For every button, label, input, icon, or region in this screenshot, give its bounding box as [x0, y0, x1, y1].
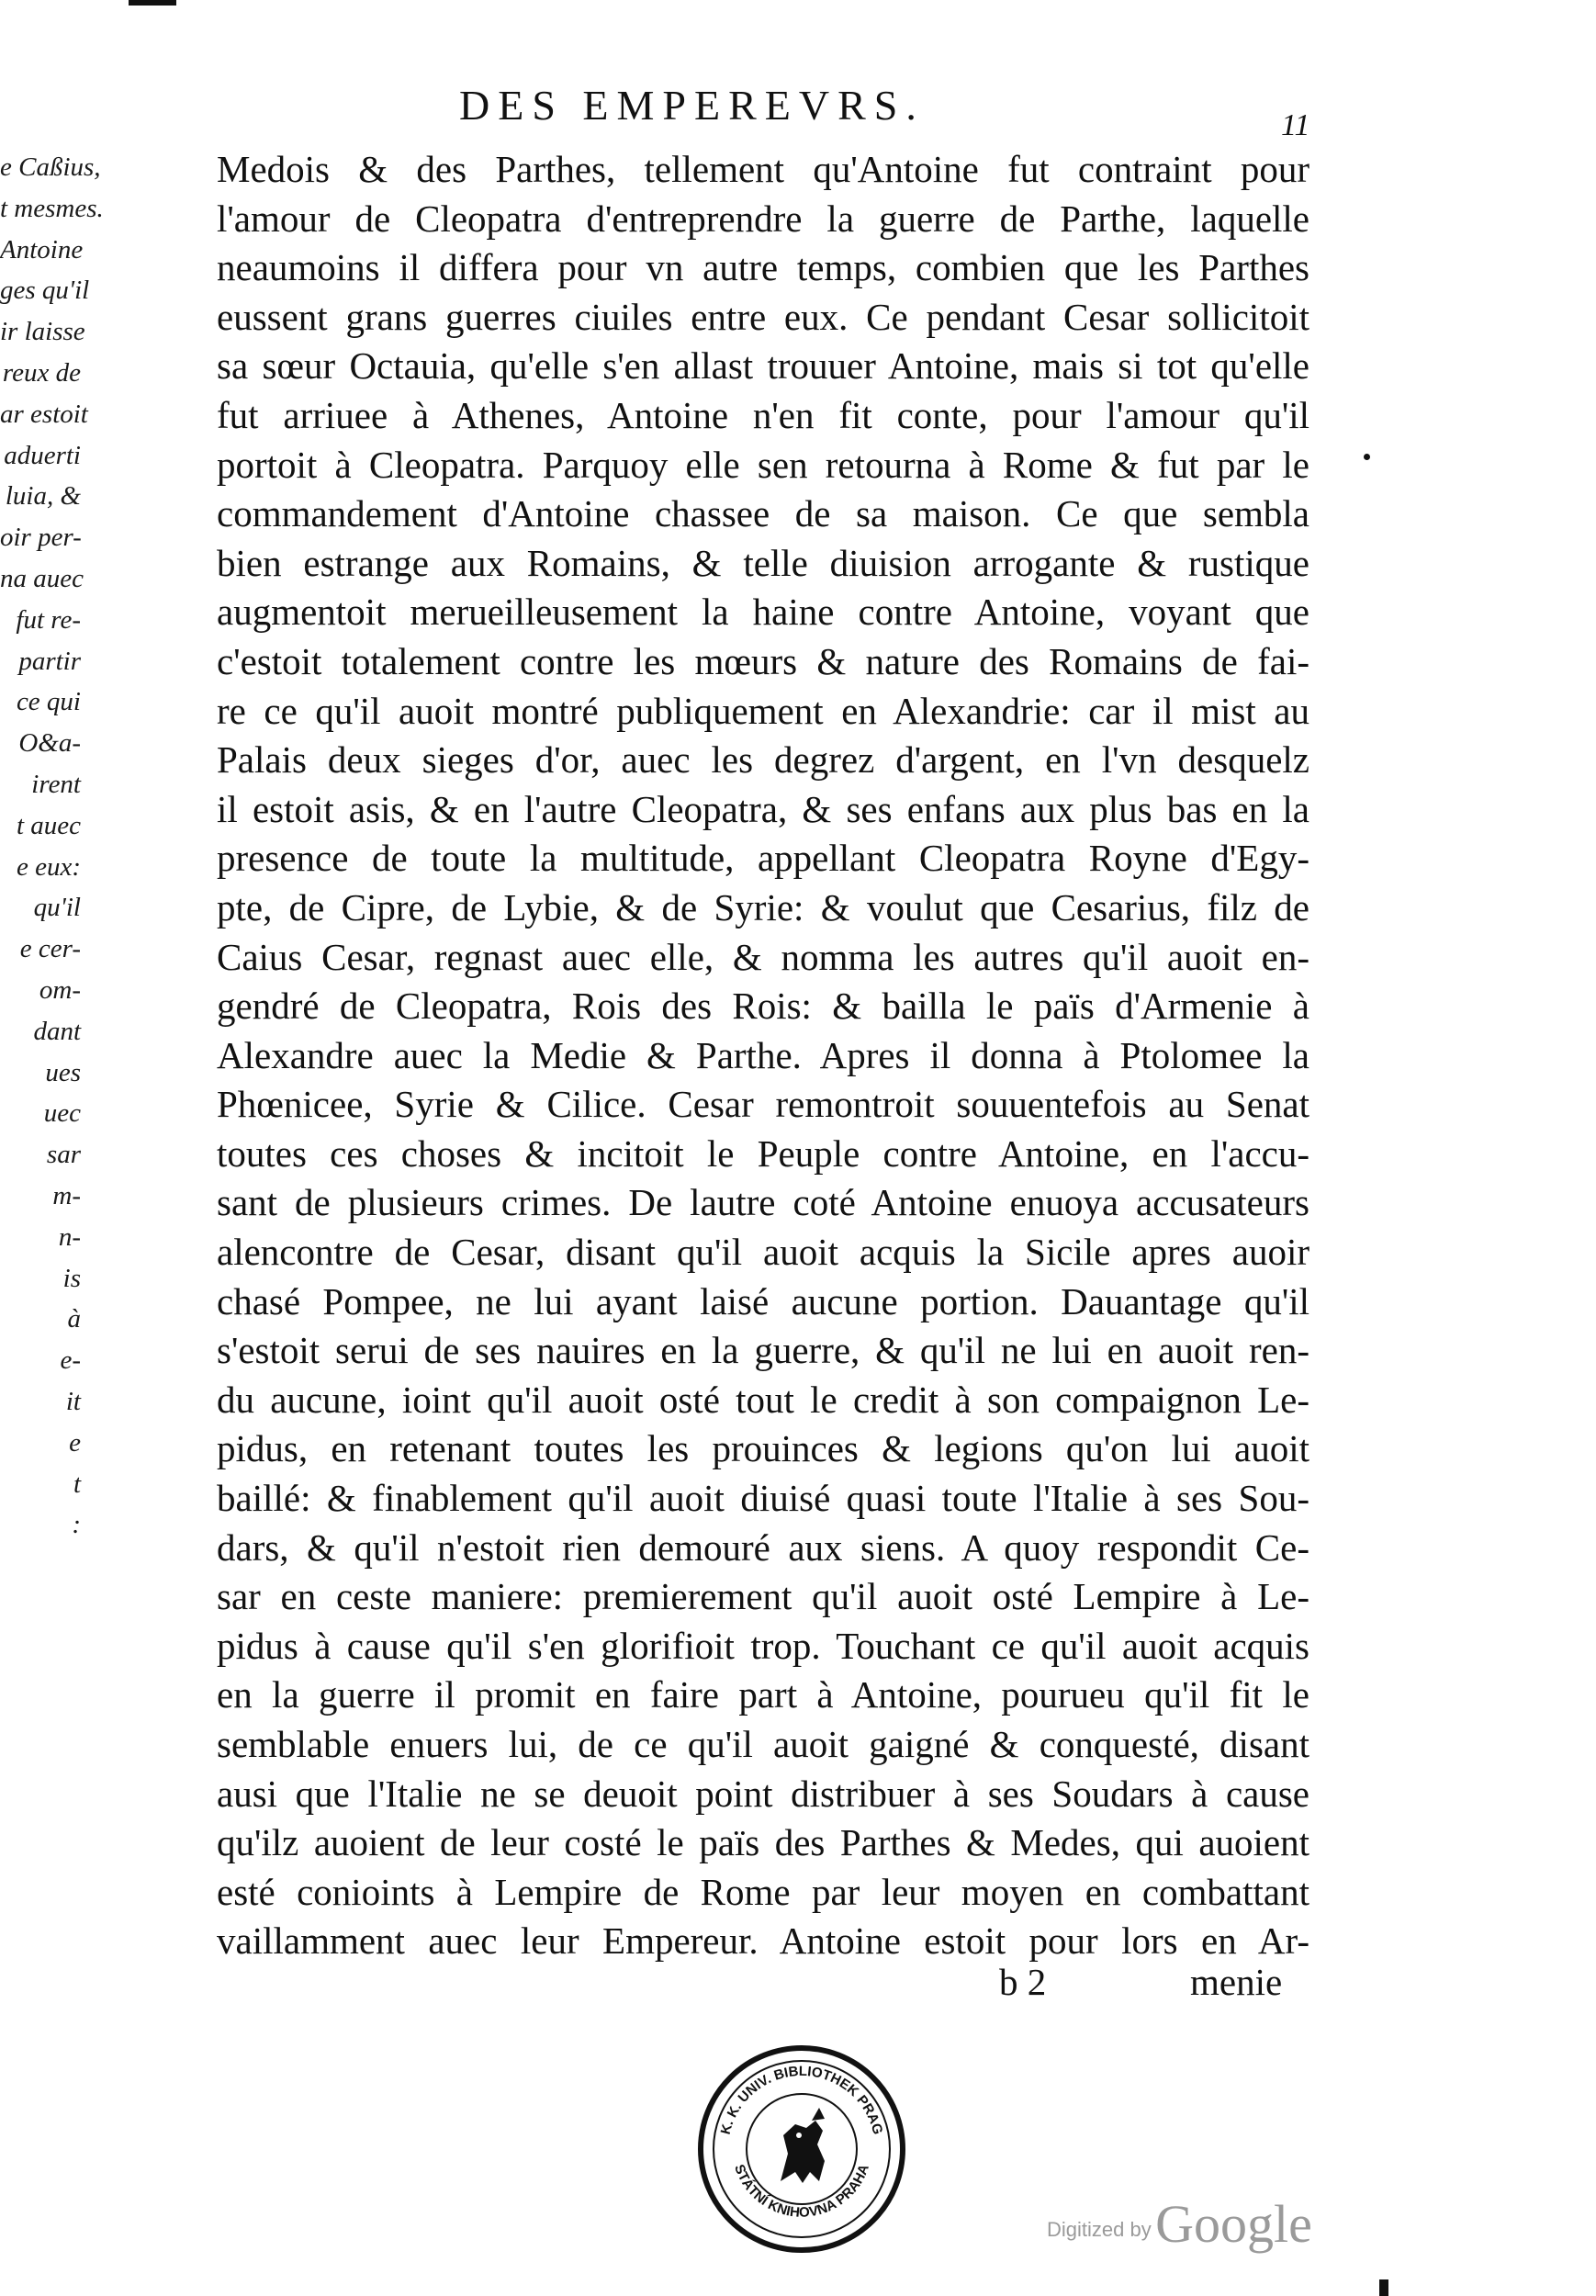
margin-line: reux de [2, 357, 81, 388]
body-text [217, 145, 1309, 1966]
text-line: alencontre de Cesar, disant qu'il auoit acquis la Sicile apres auoir [217, 1231, 1309, 1274]
margin-line: na auec [0, 563, 84, 593]
text-line: re ce qu'il auoit montré publiquement en Alexandrie: car il mist au [217, 689, 1309, 732]
margin-line: e cer- [19, 934, 81, 964]
margin-line: luia, & [5, 481, 81, 512]
text-line: Alexandre auec la Medie & Parthe. Apres il donna à Ptolomee la [217, 1033, 1309, 1076]
text-line: Medois & des Parthes, tellement qu'Antoine fut contraint pour [217, 148, 1309, 190]
text-line: ausi que l'Italie ne se deuoit point distribuer à ses Soudars à cause [217, 1772, 1309, 1815]
text-line: bien estrange aux Romains, & telle diuision arrogante & rustique [217, 541, 1309, 584]
page-number: 11 [1281, 108, 1310, 142]
margin-line: om- [39, 974, 81, 1005]
margin-line: à [67, 1304, 81, 1334]
margin-line: is [62, 1263, 81, 1293]
margin-line: partir [18, 646, 81, 676]
lion-emblem-icon [781, 2108, 825, 2183]
text-line: qu'ilz auoient de leur costé le païs des Parthes & Medes, qui auoient [217, 1821, 1309, 1864]
text-line: en la guerre il promit en faire part à Antoine, pourueu qu'il fit le [217, 1673, 1309, 1716]
text-line: semblable enuers lui, de ce qu'il auoit gaigné & conquesté, disant [217, 1723, 1309, 1765]
text-line: pte, de Cipre, de Lybie, & de Syrie: & voulut que Cesarius, filz de [217, 885, 1309, 929]
margin-line: e Caßius, [0, 152, 101, 182]
stamp-text-top: K. K. UNIV. BIBLIOTHEK PRAG [717, 2063, 886, 2136]
margin-line: t [73, 1469, 81, 1499]
text-line: Palais deux sieges d'or, auec les degrez d'argent, en l'vn desquelz [217, 738, 1309, 782]
text-line: chasé Pompee, ne lui ayant laisé aucune portion. Dauantage qu'il [217, 1279, 1309, 1322]
library-stamp [696, 2043, 907, 2255]
text-line: du aucune, ioint qu'il auoit osté tout le credit à son compaignon Le- [217, 1378, 1309, 1421]
margin-line: fut re- [16, 604, 81, 635]
margin-line: aduerti [4, 440, 81, 470]
text-line: Phœnicee, Syrie & Cilice. Cesar remontroit souuentefois au Senat [217, 1083, 1309, 1126]
margin-line: oir per- [0, 523, 82, 553]
catchword: menie [1190, 1961, 1283, 2003]
text-line: Caius Cesar, regnast auec elle, & nomma les autres qu'il auoit en- [217, 935, 1309, 978]
stamp-text-bottom: STÁTNÍ KNIHOVNA PRAHA [731, 2162, 872, 2221]
text-line: s'estoit serui de ses nauires en la guerre, & qu'il ne lui en auoit ren- [217, 1329, 1309, 1372]
margin-line: qu'il [33, 893, 81, 923]
margin-line: ar estoit [0, 399, 88, 429]
margin-line: ges qu'il [0, 276, 90, 306]
text-line: portoit à Cleopatra. Parquoy elle sen retourna à Rome & fut par le [217, 443, 1309, 486]
margin-line: ues [45, 1057, 81, 1087]
margin-line: t auec [16, 810, 81, 840]
margin-line: sar [46, 1140, 81, 1170]
margin-line: ce qui [16, 687, 81, 717]
text-line: vaillamment auec leur Empereur. Antoine estoit pour lors en Ar- [217, 1919, 1309, 1963]
text-line: sa sœur Octauia, qu'elle s'en allast trouuer Antoine, mais si tot qu'elle [217, 344, 1309, 388]
text-line: fut arriuee à Athenes, Antoine n'en fit conte, pour l'amour qu'il [217, 393, 1309, 436]
margin-line: t mesmes. [0, 193, 104, 223]
margin-line: it [65, 1386, 81, 1416]
margin-line: ir laisse [0, 317, 85, 347]
text-line: pidus à cause qu'il s'en glorifioit trop. Touchant ce qu'il auoit acquis [217, 1624, 1309, 1667]
text-line: sar en ceste maniere: premierement qu'il auoit osté Lempire à Le- [217, 1575, 1309, 1618]
margin-line: irent [31, 769, 81, 799]
text-line: gendré de Cleopatra, Rois des Rois: & bailla le païs d'Armenie à [217, 985, 1309, 1028]
text-line: il estoit asis, & en l'autre Cleopatra, & ses enfans aux plus bas en la [217, 787, 1309, 830]
margin-line: uec [43, 1098, 81, 1129]
text-line: pidus, en retenant toutes les prouinces & legions qu'on lui auoit [217, 1427, 1309, 1470]
facing-page-margin-text [0, 147, 104, 1546]
margin-line: e- [60, 1345, 81, 1376]
text-line: toutes ces choses & incitoit le Peuple contre Antoine, en l'accu- [217, 1131, 1309, 1175]
text-line: augmentoit merueilleusement la haine contre Antoine, voyant que [217, 591, 1309, 634]
margin-line: m- [52, 1180, 81, 1210]
corner-mark [1379, 2279, 1388, 2296]
text-line: baillé: & finablement qu'il auoit diuisé quasi toute l'Italie à ses Sou- [217, 1477, 1309, 1520]
google-watermark [1047, 2193, 1312, 2255]
margin-line: O&a- [18, 728, 81, 759]
text-line: commandement d'Antoine chassee de sa maison. Ce que sembla [217, 492, 1309, 535]
watermark-brand: Google [1155, 2194, 1312, 2254]
text-line: dars, & qu'il n'estoit rien demouré aux siens. A quoy respondit Ce- [217, 1525, 1309, 1569]
signature-mark: b 2 [999, 1961, 1047, 2003]
text-line: sant de plusieurs crimes. De lautre coté Antoine enuoya accusateurs [217, 1181, 1309, 1224]
running-header: DES EMPEREVRS. [459, 82, 925, 129]
text-line: c'estoit totalement contre les mœurs & nature des Romains de fai- [217, 639, 1309, 682]
text-line: esté conioints à Lempire de Rome par leur moyen en combattant [217, 1870, 1309, 1913]
margin-line: dant [33, 1016, 81, 1046]
margin-line: e eux: [16, 851, 81, 882]
margin-line: Antoine [0, 234, 84, 264]
top-edge-mark [129, 0, 176, 6]
text-line: neaumoins il differa pour vn autre temps, combien que les Parthes [217, 246, 1309, 289]
text-line: presence de toute la multitude, appellant Cleopatra Royne d'Egy- [217, 837, 1309, 880]
margin-line: : [72, 1510, 81, 1540]
margin-line: n- [58, 1221, 81, 1252]
text-line: l'amour de Cleopatra d'entreprendre la guerre de Parthe, laquelle [217, 197, 1309, 240]
margin-line: e [69, 1427, 81, 1458]
watermark-prefix: Digitized by [1047, 2218, 1152, 2241]
text-line: eussent grans guerres ciuiles entre eux. Ce pendant Cesar sollicitoit [217, 295, 1309, 338]
ink-dot [1364, 454, 1370, 460]
